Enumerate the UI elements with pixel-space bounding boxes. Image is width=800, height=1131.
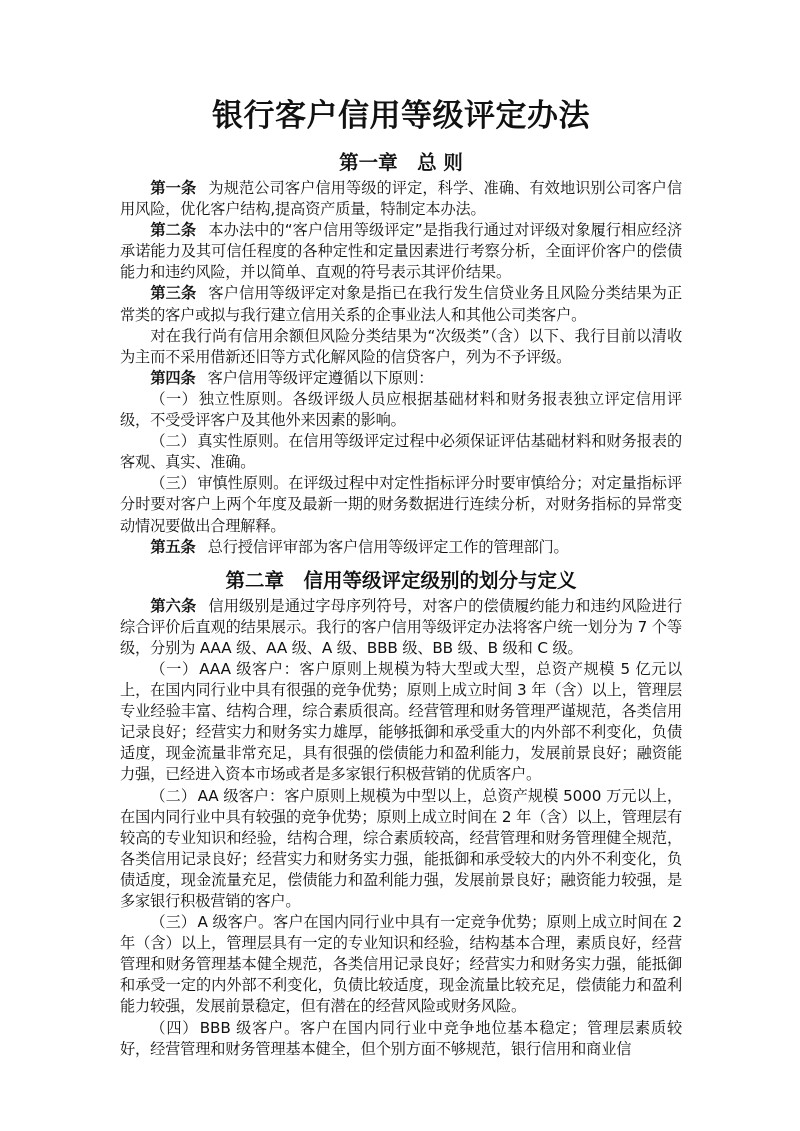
article-text: 总行授信评审部为客户信用等级评定工作的管理部门。 (207, 537, 569, 556)
article-label: 第三条 (150, 284, 197, 303)
item-text: 独立性原则。各级评级人员应根据基础材料和财务报表独立评定信用评级，不受受评客户及其他外来因素的影响。 (120, 389, 682, 430)
article-3-note: 对在我行尚有信用余额但风险分类结果为“次级类”（含）以下、我行目前以清收为主而不采用借新还旧等方式化解风险的信贷客户，列为不予评级。 (120, 326, 682, 366)
article-label: 第五条 (150, 537, 196, 556)
article-text: 客户信用等级评定遵循以下原则： (207, 368, 434, 387)
item-number: （一） (150, 389, 198, 408)
article-text: 本办法中的“客户信用等级评定”是指我行通过对评级对象履行相应经济承诺能力及其可信任程度的各种定性和定量因素进行考察分析，全面评价客户的偿债能力和违约风险，并以简单、直观的符号表示其评价结果。 (120, 221, 683, 282)
item-number: （三） (150, 913, 196, 932)
item-text: BBB 级客户。客户在国内同行业中竞争地位基本稳定；管理层素质较好，经营管理和财务管理基本健全，但个别方面不够规范，银行信用和商业信 (120, 1018, 682, 1058)
article-text: 客户信用等级评定对象是指已在我行发生信贷业务且风险分类结果为正常类的客户或拟与我行建立信用关系的企事业法人和其他公司类客户。 (120, 284, 682, 324)
item-text: AA 级客户：客户原则上规模为中型以上，总资产规模 5000 万元以上，在国内同行业中具有较强的竞争优势；原则上成立时间在 2 年（含）以上，管理层有较高的专业知识和经验，结构合理，综合素质较高，经营管理和财务管理健全规范，各类信用记录良好；经营实力和财务实力强，能抵御和承受较大的内外不利变化，负债适度，现金流量充足，偿债能力和盈利能力强，发展前景良好；融资能力较强，是多家银行积极营销的客户。 (120, 786, 683, 910)
principle-3 (120, 473, 682, 536)
grade-aa (120, 786, 682, 913)
item-text: 真实性原则。在信用等级评定过程中必须保证评估基础材料和财务报表的客观、真实、准确。 (120, 432, 682, 472)
article-1 (120, 178, 682, 220)
item-text: AAA 级客户：客户原则上规模为特大型或大型，总资产规模 5 亿元以上，在国内同行业中具有很强的竞争优势；原则上成立时间 3 年（含）以上，管理层专业经验丰富、结构合理，综合素质很高。经营管理和财务管理严谨规范，各类信用记录良好；经营实力和财务实力雄厚，能够抵御和承受重大的内外部不利变化，负债适度，现金流量非常充足，具有很强的偿债能力和盈利能力，发展前景良好；融资能力强，已经进入资本市场或者是多家银行积极营销的优质客户。 (120, 659, 682, 784)
article-text: 信用级别是通过字母序列符号，对客户的偿债履约能力和违约风险进行综合评价后直观的结果展示。我行的客户信用等级评定办法将客户统一划分为 7 个等级，分别为 AAA 级、AA 级、A 级、BBB 级、BB 级、B 级和 C 级。 (120, 596, 682, 657)
chapter-2-heading: 第二章 信用等级评定级别的划分与定义 (225, 568, 577, 592)
item-text: A 级客户。客户在国内同行业中具有一定竞争优势；原则上成立时间在 2 年（含）以上，管理层具有一定的专业知识和经验，结构基本合理，素质良好，经营管理和财务管理基本健全规范，各类信用记录良好；经营实力和财务实力强，能抵御和承受一定的内外部不利变化，负债比较适度，现金流量比较充足，偿债能力和盈利能力较强，发展前景稳定，但有潜在的经营风险或财务风险。 (120, 913, 682, 1016)
document-body (120, 96, 682, 1060)
article-3 (120, 283, 682, 325)
item-number: （二） (150, 432, 196, 451)
item-number: （二） (150, 786, 197, 805)
grade-bbb (120, 1018, 682, 1060)
item-text: 审慎性原则。在评级过程中对定性指标评分时要审慎给分；对定量指标评分时要对客户上两个年度及最新一期的财务数据进行连续分析，对财务指标的异常变动情况要做出合理解释。 (120, 474, 682, 535)
article-label: 第二条 (150, 221, 197, 240)
article-label: 第一条 (150, 179, 197, 197)
item-number: （三） (150, 474, 196, 493)
article-label: 第四条 (150, 368, 196, 387)
item-number: （四） (150, 1018, 199, 1037)
article-text: 为规范公司客户信用等级的评定，科学、准确、有效地识别公司客户信用风险，优化客户结构,提高资产质量，特制定本办法。 (120, 179, 682, 219)
grade-aaa (120, 659, 682, 786)
article-5 (120, 537, 682, 558)
article-4 (120, 368, 682, 389)
article-label: 第六条 (150, 596, 197, 615)
article-6 (120, 596, 682, 659)
principle-1 (120, 389, 682, 431)
item-number: （一） (150, 659, 198, 678)
article-2 (120, 220, 682, 283)
grade-a (120, 912, 682, 1017)
document-title: 银行客户信用等级评定办法 (212, 98, 590, 134)
principle-2 (120, 431, 682, 473)
chapter-1-heading: 第一章 总 则 (339, 151, 463, 174)
